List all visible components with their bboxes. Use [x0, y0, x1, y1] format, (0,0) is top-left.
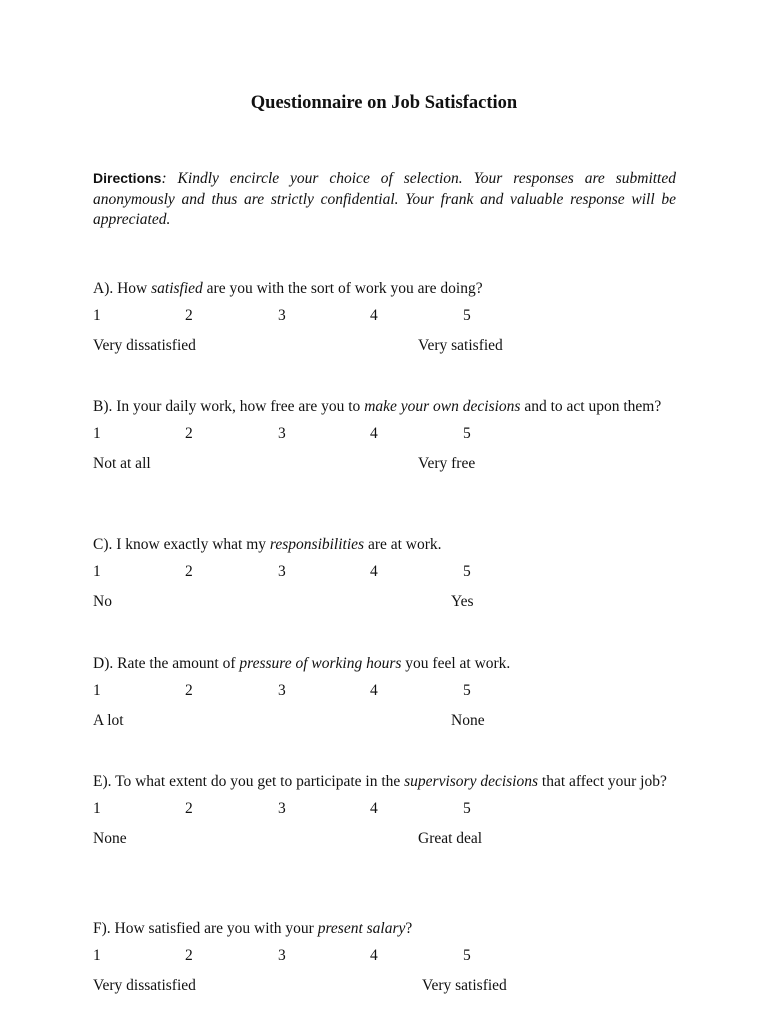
rating-option-3[interactable]: 3 — [278, 800, 286, 817]
rating-option-4[interactable]: 4 — [370, 307, 378, 324]
rating-option-3[interactable]: 3 — [278, 307, 286, 324]
rating-option-1[interactable]: 1 — [93, 425, 101, 442]
rating-option-1[interactable]: 1 — [93, 947, 101, 964]
rating-scale — [93, 947, 676, 967]
rating-option-1[interactable]: 1 — [93, 307, 101, 324]
rating-scale — [93, 800, 676, 820]
scale-anchors — [93, 593, 676, 613]
scale-high-label: Very free — [418, 455, 476, 472]
question-text: D). Rate the amount of pressure of working hours you feel at work. — [93, 655, 511, 672]
rating-option-4[interactable]: 4 — [370, 947, 378, 964]
scale-high-label: Very satisfied — [418, 337, 503, 354]
directions-paragraph — [93, 168, 676, 231]
question-c — [93, 535, 676, 613]
rating-option-5[interactable]: 5 — [463, 682, 471, 699]
question-b — [93, 397, 676, 475]
scale-anchors — [93, 977, 676, 997]
rating-option-3[interactable]: 3 — [278, 425, 286, 442]
directions-text: : Kindly encircle your choice of selection. Your responses are submitted anonymously and thus are strictly confidential. Your frank and valuable response will be appreciated. — [93, 170, 676, 228]
question-e — [93, 772, 676, 850]
rating-option-2[interactable]: 2 — [185, 425, 193, 442]
question-f — [93, 919, 676, 997]
scale-anchors — [93, 712, 676, 732]
scale-low-label: None — [93, 830, 127, 847]
rating-option-3[interactable]: 3 — [278, 563, 286, 580]
page-title: Questionnaire on Job Satisfaction — [250, 93, 518, 113]
scale-low-label: A lot — [93, 712, 124, 729]
scale-high-label: Great deal — [418, 830, 483, 847]
rating-scale — [93, 307, 676, 327]
rating-scale — [93, 425, 676, 445]
question-emphasis: present salary — [317, 920, 406, 937]
rating-option-4[interactable]: 4 — [370, 425, 378, 442]
scale-low-label: No — [93, 593, 112, 610]
rating-option-3[interactable]: 3 — [278, 947, 286, 964]
scale-anchors — [93, 337, 676, 357]
question-d — [93, 654, 676, 732]
rating-option-1[interactable]: 1 — [93, 682, 101, 699]
question-a — [93, 279, 676, 357]
rating-option-5[interactable]: 5 — [463, 800, 471, 817]
question-emphasis: supervisory decisions — [404, 773, 539, 790]
scale-high-label: None — [451, 712, 485, 729]
scale-low-label: Very dissatisfied — [93, 337, 196, 354]
rating-option-5[interactable]: 5 — [463, 563, 471, 580]
question-emphasis: pressure of working hours — [239, 655, 402, 672]
question-text: C). I know exactly what my responsibilities are at work. — [93, 536, 442, 553]
question-text: E). To what extent do you get to participate in the supervisory decisions that affect your job? — [93, 773, 667, 790]
rating-option-5[interactable]: 5 — [463, 947, 471, 964]
question-text: B). In your daily work, how free are you to make your own decisions and to act upon them? — [93, 398, 662, 415]
rating-option-2[interactable]: 2 — [185, 682, 193, 699]
question-emphasis: satisfied — [151, 280, 203, 297]
rating-option-2[interactable]: 2 — [185, 947, 193, 964]
rating-option-2[interactable]: 2 — [185, 307, 193, 324]
rating-option-1[interactable]: 1 — [93, 563, 101, 580]
question-text: A). How satisfied are you with the sort of work you are doing? — [93, 280, 483, 297]
rating-option-2[interactable]: 2 — [185, 800, 193, 817]
scale-high-label: Very satisfied — [422, 977, 507, 994]
scale-anchors — [93, 830, 676, 850]
rating-scale — [93, 563, 676, 583]
rating-scale — [93, 682, 676, 702]
rating-option-2[interactable]: 2 — [185, 563, 193, 580]
rating-option-4[interactable]: 4 — [370, 682, 378, 699]
question-text: F). How satisfied are you with your present salary? — [93, 920, 413, 937]
rating-option-4[interactable]: 4 — [370, 563, 378, 580]
rating-option-5[interactable]: 5 — [463, 307, 471, 324]
scale-low-label: Very dissatisfied — [93, 977, 196, 994]
rating-option-4[interactable]: 4 — [370, 800, 378, 817]
directions-label: Directions — [93, 170, 162, 186]
rating-option-5[interactable]: 5 — [463, 425, 471, 442]
rating-option-3[interactable]: 3 — [278, 682, 286, 699]
question-emphasis: make your own decisions — [364, 398, 521, 415]
scale-high-label: Yes — [451, 593, 474, 610]
scale-low-label: Not at all — [93, 455, 151, 472]
question-emphasis: responsibilities — [269, 536, 365, 553]
scale-anchors — [93, 455, 676, 475]
rating-option-1[interactable]: 1 — [93, 800, 101, 817]
